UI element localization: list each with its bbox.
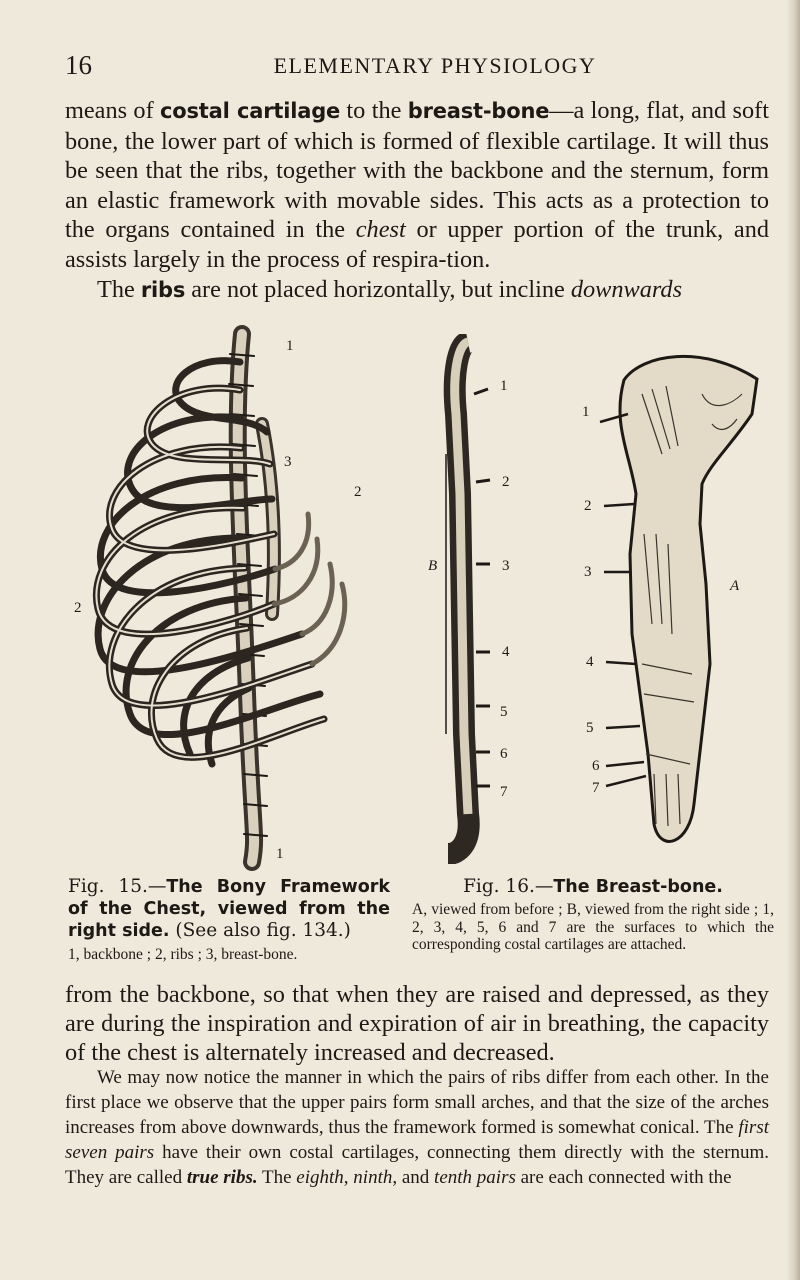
fig15-label-1-bottom: 1: [276, 846, 284, 862]
figure-15-caption: [68, 876, 390, 964]
fig16a-label-A: A: [730, 578, 740, 594]
fig16b-label-1: 1: [500, 378, 508, 394]
fig16b-label-3: 3: [502, 558, 510, 574]
figure-16a-breast-bone-front: [582, 334, 762, 864]
fig15-label-3: 3: [284, 454, 292, 470]
paragraph-breathing: from the backbone, so that when they are raised and depressed, as they are during the inspiration and expiration of air in breathing, the capacity of the chest is alternately increased and decreased.: [65, 981, 769, 1066]
fig15-label-2-left: 2: [74, 600, 82, 616]
figure-15-caption-title: Fig. 15.—The Bony Framework of the Chest, viewed from the right side. (See also fig. 134.): [68, 876, 391, 941]
fig16b-label-B: B: [428, 558, 438, 574]
figure-16-caption: [412, 876, 774, 954]
figure-16-caption-body: A, viewed from before ; B, viewed from the right side ; 1, 2, 3, 4, 5, 6 and 7 are the surfaces to which the corresponding costal cartilages are attached.: [412, 901, 775, 953]
fig16a-label-2: 2: [584, 498, 592, 514]
fig15-label-2-right: 2: [354, 484, 362, 500]
fig15-label-1-top: 1: [286, 338, 294, 354]
figure-16b-breast-bone-side: [428, 334, 528, 864]
term-costal-cartilage: costal cartilage: [160, 99, 341, 123]
term-ribs: ribs: [140, 278, 186, 302]
page-number: 16: [65, 50, 92, 80]
fig16b-label-4: 4: [502, 644, 510, 660]
chest-framework-illustration: [72, 314, 372, 874]
term-downwards: downwards: [570, 276, 683, 303]
term-breast-bone: breast-bone: [407, 99, 550, 123]
fig16a-label-5: 5: [586, 720, 594, 736]
figure-15-caption-body: 1, backbone ; 2, ribs ; 3, breast-bone.: [68, 946, 298, 963]
fig16a-label-1: 1: [582, 404, 590, 420]
figure-15-chest-framework: [72, 314, 372, 874]
paragraph-pairs-of-ribs: We may now notice the manner in which the pairs of ribs differ from each other. In the first place we observe that the upper pairs form small arches, and that the size of the arches increases from above downwards, thus the framework formed is somewhat conical. The first seven pairs have their own costal cartilages, connecting them directly with the sternum. They are called true ribs. The eighth, ninth, and tenth pairs are each connected with the: [65, 1067, 770, 1188]
fig16a-label-4: 4: [586, 654, 594, 670]
fig16a-label-7: 7: [592, 780, 600, 796]
fig16a-label-3: 3: [584, 564, 592, 580]
breast-bone-side-illustration: [428, 334, 528, 864]
running-head: [65, 50, 775, 84]
term-chest: chest: [355, 216, 406, 244]
term-true-ribs: true ribs.: [186, 1167, 258, 1188]
running-title: ELEMENTARY PHYSIOLOGY: [273, 53, 597, 78]
page-edge-shadow: [786, 0, 800, 1280]
figure-16-caption-title: Fig. 16.—The Breast-bone.: [463, 876, 723, 897]
fig16a-label-6: 6: [592, 758, 600, 774]
fig16b-label-7: 7: [500, 784, 508, 800]
breast-bone-front-illustration: [582, 334, 762, 864]
paragraph-ribs-intro: The ribs are not placed horizontally, but incline downwards: [97, 276, 683, 303]
fig16b-label-2: 2: [502, 474, 510, 490]
fig16b-label-5: 5: [500, 704, 508, 720]
fig16b-label-6: 6: [500, 746, 508, 762]
paragraph-costal-cartilage: means of costal cartilage to the breast-bone—a long, flat, and soft bone, the lower part of which is formed of flexible cartilage. It will thus be seen that the ribs, together with the backbone and the sternum, form an elastic framework with movable sides. This acts as a protection to the organs contained in the chest or upper portion of the trunk, and assists largely in the process of respira-tion.: [65, 97, 769, 273]
